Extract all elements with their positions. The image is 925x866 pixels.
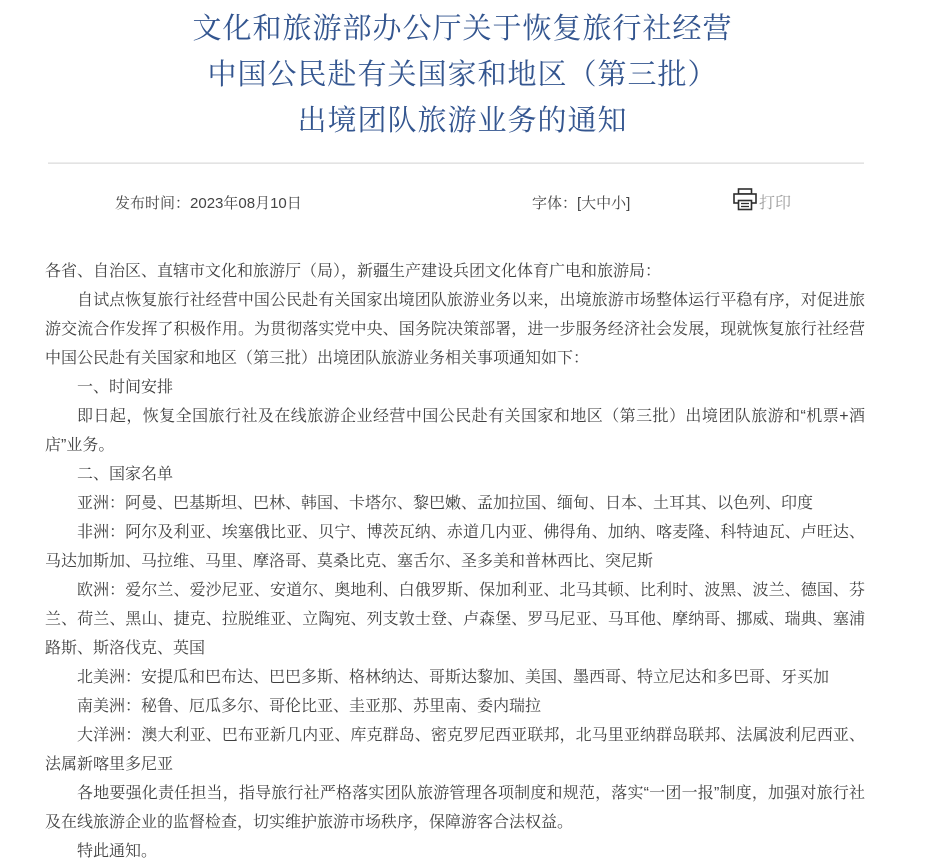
document-body	[45, 257, 865, 866]
section-heading-1: 一、时间安排	[77, 379, 174, 396]
publish-date: 2023年08月10日	[190, 195, 302, 212]
font-size-options[interactable]: [大中小]	[577, 195, 631, 212]
list-africa: 非洲：阿尔及利亚、埃塞俄比亚、贝宁、博茨瓦纳、赤道几内亚、佛得角、加纳、喀麦隆、科特迪瓦、卢旺达、马达加斯加、马拉维、马里、摩洛哥、莫桑比克、塞舌尔、圣多美和普林西比、突尼斯	[45, 524, 865, 570]
list-europe: 欧洲：爱尔兰、爱沙尼亚、安道尔、奥地利、白俄罗斯、保加利亚、北马其顿、比利时、波黑、波兰、德国、芬兰、荷兰、黑山、捷克、拉脱维亚、立陶宛、列支敦士登、卢森堡、罗马尼亚、马耳他、摩纳哥、挪威、瑞典、塞浦路斯、斯洛伐克、英国	[45, 582, 865, 657]
title-line-1: 文化和旅游部办公厅关于恢复旅行社经营	[192, 13, 733, 45]
printer-icon[interactable]	[733, 188, 757, 221]
print-label[interactable]: 打印	[759, 195, 792, 212]
publish-time	[115, 190, 302, 218]
meta-bar	[0, 190, 925, 218]
title-line-3: 出境团队旅游业务的通知	[297, 105, 628, 137]
title-divider	[48, 162, 864, 164]
list-north-america: 北美洲：安提瓜和巴布达、巴巴多斯、格林纳达、哥斯达黎加、美国、墨西哥、特立尼达和多巴哥、牙买加	[77, 669, 830, 686]
paragraph-salutation: 各省、自治区、直辖市文化和旅游厅（局），新疆生产建设兵团文化体育广电和旅游局：	[45, 263, 662, 280]
section-heading-2: 二、国家名单	[77, 466, 174, 483]
publish-time-label: 发布时间：	[115, 195, 191, 212]
list-south-america: 南美洲：秘鲁、厄瓜多尔、哥伦比亚、圭亚那、苏里南、委内瑞拉	[77, 698, 542, 715]
print-button[interactable]	[733, 190, 791, 218]
list-oceania: 大洋洲：澳大利亚、巴布亚新几内亚、库克群岛、密克罗尼西亚联邦，北马里亚纳群岛联邦、法属波利尼西亚、法属新喀里多尼亚	[45, 727, 865, 773]
font-size-control	[532, 190, 630, 218]
paragraph-closing: 特此通知。	[77, 843, 158, 860]
paragraph-intro: 自试点恢复旅行社经营中国公民赴有关国家出境团队旅游业务以来，出境旅游市场整体运行平稳有序，对促进旅游交流合作发挥了积极作用。为贯彻落实党中央、国务院决策部署，进一步服务经济社会发展，现就恢复旅行社经营中国公民赴有关国家和地区（第三批）出境团队旅游业务相关事项通知如下：	[45, 292, 865, 367]
page-title	[0, 0, 925, 144]
font-size-label: 字体：	[532, 195, 578, 212]
paragraph-timing: 即日起，恢复全国旅行社及在线旅游企业经营中国公民赴有关国家和地区（第三批）出境团队旅游和“机票+酒店”业务。	[45, 408, 865, 454]
title-line-2: 中国公民赴有关国家和地区（第三批）	[207, 59, 718, 91]
list-asia: 亚洲：阿曼、巴基斯坦、巴林、韩国、卡塔尔、黎巴嫩、孟加拉国、缅甸、日本、土耳其、以色列、印度	[77, 495, 814, 512]
paragraph-requirements: 各地要强化责任担当，指导旅行社严格落实团队旅游管理各项制度和规范，落实“一团一报”制度，加强对旅行社及在线旅游企业的监督检查，切实维护旅游市场秩序，保障游客合法权益。	[45, 785, 865, 831]
